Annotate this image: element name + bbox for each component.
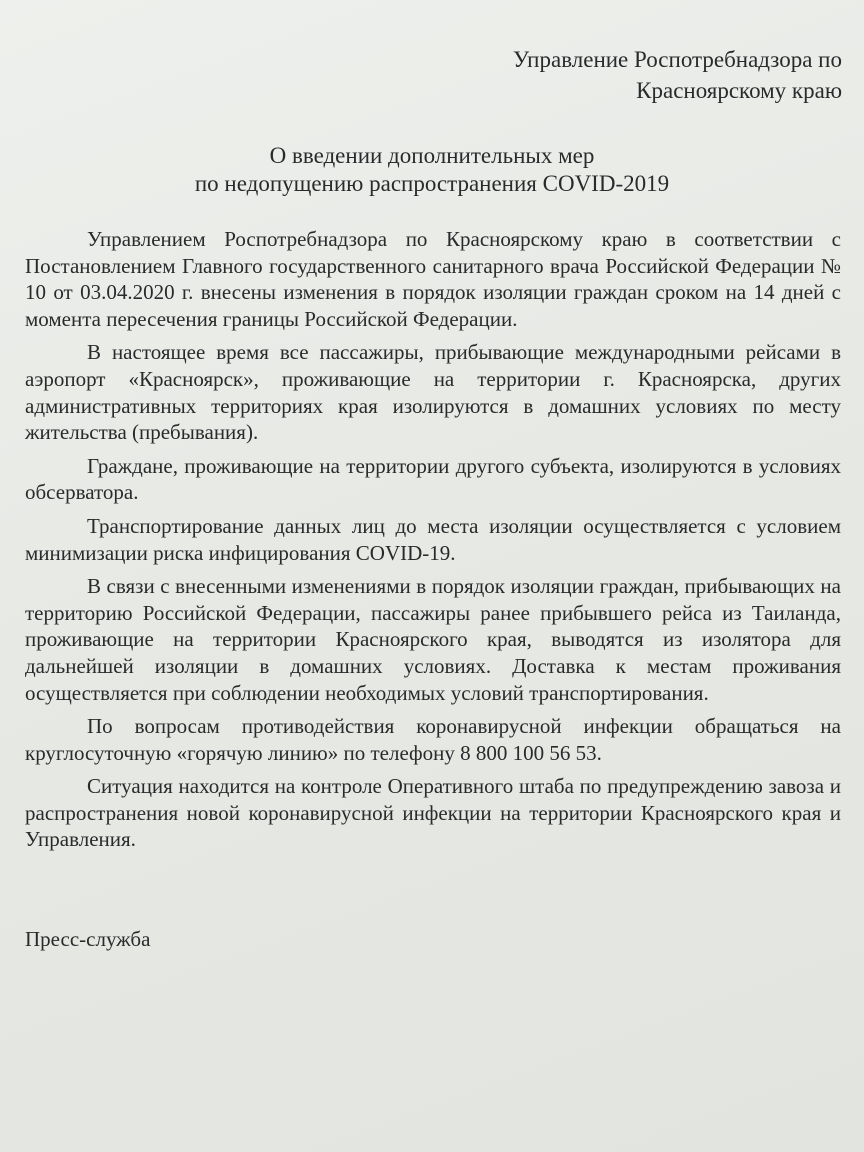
signature: Пресс-служба [25, 927, 151, 951]
paragraph: Транспортирование данных лиц до места изоляции осуществляется с условием минимизации риска инфицирования COVID-19. [25, 513, 841, 565]
addressee-block [422, 44, 842, 106]
document-title [0, 142, 864, 198]
paragraph: Граждане, проживающие на территории другого субъекта, изолируются в условиях обсерватора. [25, 453, 841, 505]
paragraph: В связи с внесенными изменениями в порядок изоляции граждан, прибывающих на территорию Российской Федерации, пассажиры ранее прибывшего рейса из Таиланда, проживающие на территории Красноярского края, выводятся из изолятора для дальнейшей изоляции в домашних условиях. Доставка к местам проживания осуществляется при соблюдении необходимых условий транспортирования. [25, 574, 841, 705]
paragraph: Ситуация находится на контроле Оперативного штаба по предупреждению завоза и распространения новой коронавирусной инфекции на территории Красноярского края и Управления. [25, 774, 841, 852]
paragraph: В настоящее время все пассажиры, прибывающие международными рейсами в аэропорт «Красноярск», проживающие на территории г. Красноярска, других административных территориях края изолируются в домашних условиях по месту жительства (пребывания). [25, 340, 841, 445]
paragraph: По вопросам противодействия коронавирусной инфекции обращаться на круглосуточную «горячую линию» по телефону 8 800 100 56 53. [25, 714, 841, 765]
paragraph: Управлением Роспотребнадзора по Красноярскому краю в соответствии с Постановлением Главного государственного санитарного врача Российской Федерации № 10 от 03.04.2020 г. внесены изменения в порядок изоляции граждан сроком на 14 дней с момента пересечения границы Российской Федерации. [25, 227, 841, 331]
addressee-line-1: Управление Роспотребнадзора по [512, 47, 842, 72]
addressee-line-2: Красноярскому краю [636, 78, 842, 103]
title-line-1: О введении дополнительных мер [269, 143, 595, 168]
document-body [25, 226, 841, 860]
title-line-2: по недопущению распространения COVID-2019 [194, 171, 670, 196]
